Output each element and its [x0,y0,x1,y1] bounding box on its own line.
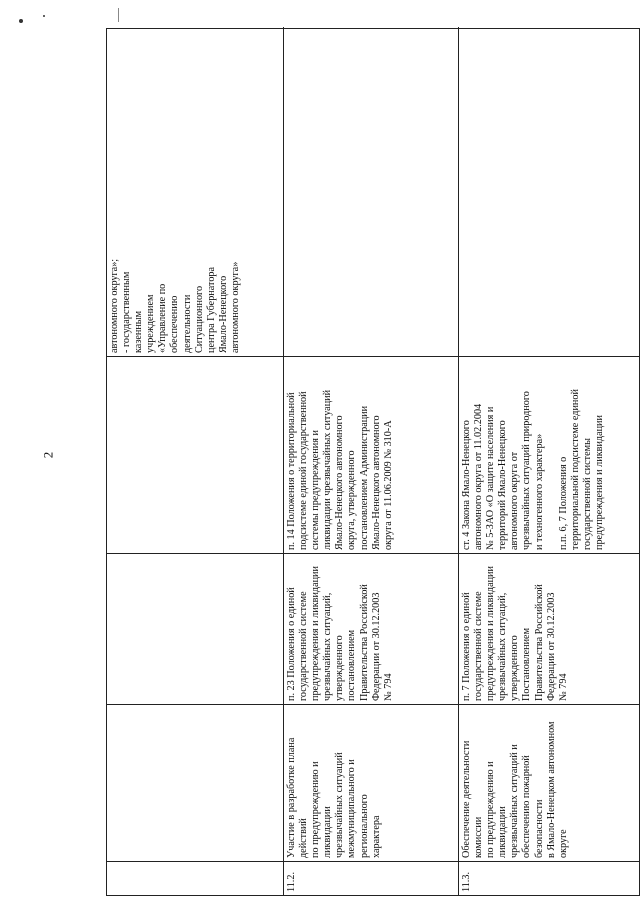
regional-basis-cell [107,357,283,554]
regional-basis-cell: п. 14 Положения о территориальной подсистеме единой государственной системы предупреждения и ликвидации чрезвычайных ситуаций Ямало-Ненецкого автономного округа, утвержденного постановлением Администрации Ямало-Ненецкого автономного округа от 11.06.2009 № 310-А [284,357,458,554]
row-number: 11.2. [286,872,297,892]
row-number: 11.3. [461,872,472,892]
federal-basis-cell: п. 7 Положения о единой государственной системе предупреждения и ликвидации чрезвычайных ситуаций, утвержденного Постановлением Правительства Российской Федерации от 30.12.2003 № 794 [459,554,640,705]
scan-dot [19,19,23,23]
page-number: 2 [40,451,56,459]
federal-basis-cell: п. 23 Положения о единой государственной системе предупреждения и ликвидации чрезвычайных ситуаций, утвержденного постановлением Правительства Российской Федерации от 30.12.2003 № 794 [284,554,458,705]
table-row [107,27,283,895]
activity-cell [107,705,283,862]
activity-cell: Обеспечение деятельности комиссии по предупреждению и ликвидации чрезвычайных ситуаций и обеспечению пожарной безопасности в Ямало-Ненецком автономном округе [459,705,640,862]
activity-cell: Участие в разработке плана действий по предупреждению и ликвидации чрезвычайных ситуаций межмуниципального и регионального характера [284,705,458,862]
scan-dot [43,15,45,17]
responsible-cell [459,29,640,357]
responsible-cell: автономного округа»; - государственным казенным учреждением «Управление по обеспечению деятельности Ситуационного центра Губернатора Ямало-Ненецкого автономного округа» [107,29,283,357]
federal-basis-cell [107,554,283,705]
scan-mark [118,8,119,22]
table-row [283,27,458,895]
responsible-cell [284,29,458,357]
regional-basis-cell: ст. 4 Закона Ямало-Ненецкого автономного округа от 11.02.2004 № 5-ЗАО «О защите населения и территорий Ямало-Ненецкого автономного округа от чрезвычайных ситуаций природного и техногенного характера» п.п. 6, 7 Положения о территориальной подсистеме единой государственной системы предупреждения и ликвидации [459,357,640,554]
rotated-table [106,28,640,896]
table-row [458,27,640,895]
document-table [106,28,640,896]
row-number [107,862,283,895]
